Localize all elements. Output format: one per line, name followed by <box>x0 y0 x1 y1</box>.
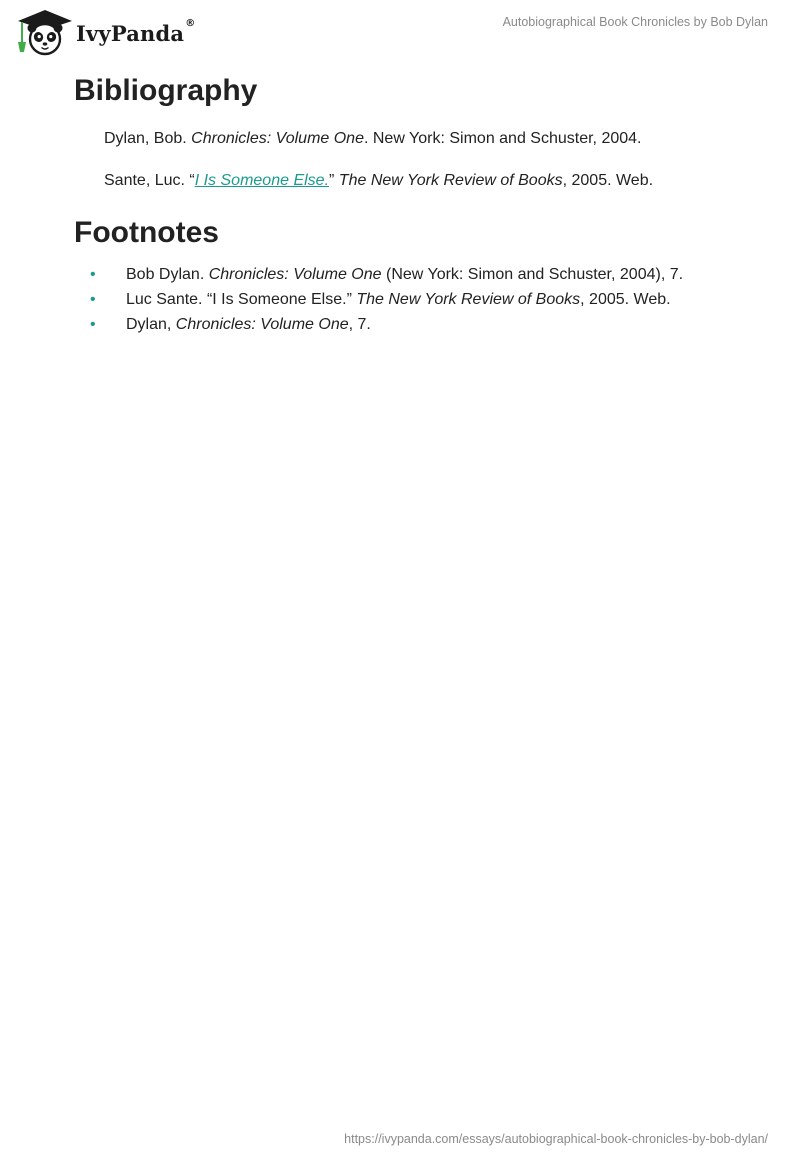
entry-journal: The New York Review of Books <box>338 172 563 189</box>
bibliography-entry <box>104 170 734 192</box>
article-link[interactable]: I Is Someone Else. <box>194 172 330 189</box>
bullet-icon: • <box>90 266 96 283</box>
footnote-item <box>74 289 734 311</box>
footnotes-list <box>74 264 734 336</box>
footnote-italic: The New York Review of Books <box>356 291 581 308</box>
entry-author: Dylan, Bob. <box>104 130 192 147</box>
footnote-italic: Chronicles: Volume One <box>208 266 382 283</box>
entry-title: Chronicles: Volume One <box>191 130 364 147</box>
entry-publication: , 2005. Web. <box>562 172 654 189</box>
page-header <box>0 0 800 64</box>
document-title: Autobiographical Book Chronicles by Bob Dylan <box>502 15 768 29</box>
document-body <box>74 70 734 339</box>
bibliography-entry <box>104 128 734 150</box>
logo-wordmark: IvyPanda <box>76 20 185 46</box>
footnote-item <box>74 264 734 286</box>
bibliography-list <box>74 128 734 192</box>
footnote-text: , 7. <box>348 316 371 333</box>
footnote-text: , 2005. Web. <box>580 291 671 308</box>
ivypanda-logo[interactable] <box>16 8 195 56</box>
bullet-icon: • <box>90 316 96 333</box>
footnote-text: Luc Sante. “I Is Someone Else.” <box>126 291 357 308</box>
footnote-item <box>74 314 734 336</box>
footnote-text: (New York: Simon and Schuster, 2004), 7. <box>381 266 684 283</box>
entry-quote-close: ” <box>329 172 339 189</box>
footnote-italic: Chronicles: Volume One <box>175 316 349 333</box>
bullet-icon: • <box>90 291 96 308</box>
panda-graduation-cap-icon <box>16 8 74 56</box>
entry-author: Sante, Luc. “ <box>104 172 195 189</box>
registered-mark: ® <box>185 17 196 29</box>
footnote-text: Bob Dylan. <box>126 266 209 283</box>
footnote-text: Dylan, <box>126 316 176 333</box>
footnotes-heading: Footnotes <box>74 216 219 249</box>
source-url: https://ivypanda.com/essays/autobiographical-book-chronicles-by-bob-dylan/ <box>344 1132 768 1146</box>
bibliography-heading: Bibliography <box>74 74 258 107</box>
entry-publication: . New York: Simon and Schuster, 2004. <box>363 130 642 147</box>
